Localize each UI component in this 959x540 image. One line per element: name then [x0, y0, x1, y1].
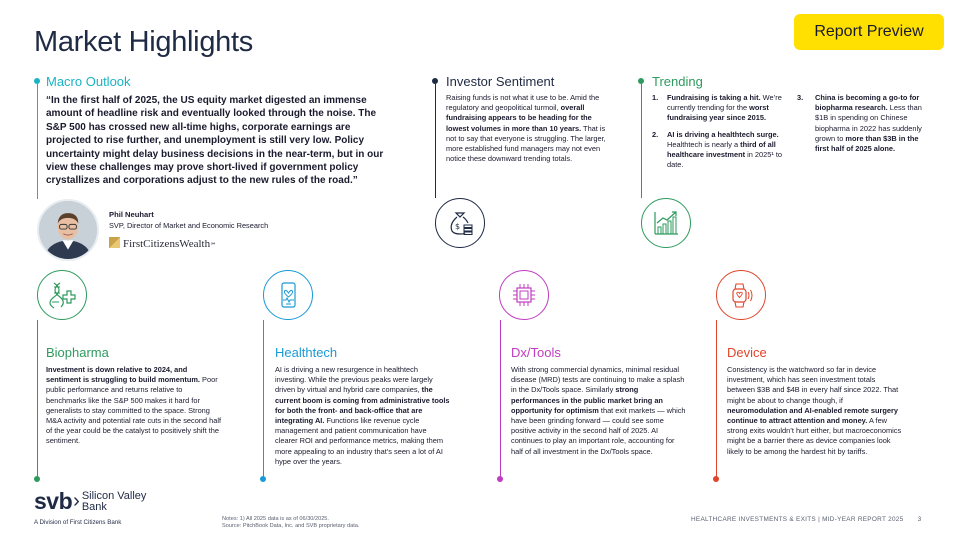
trending-item-1-bold: Fundraising is taking a hit. [667, 93, 761, 102]
device-heading: Device [727, 345, 767, 360]
bar-chart-icon [651, 208, 681, 238]
footer-report-info [691, 516, 921, 523]
biopharma-dot [34, 476, 40, 482]
trending-item-2-text: Healthtech is nearly a [667, 139, 741, 149]
trending-item-3-text: Less than $1B in spending on Chinese biopharma in 2022 has suddenly grown to [815, 103, 922, 143]
svb-name-line1: Silicon Valley [81, 489, 147, 502]
investor-heading: Investor Sentiment [446, 74, 555, 89]
money-bag-icon [445, 208, 475, 238]
person-role: SVP, Director of Market and Economic Research [109, 221, 269, 230]
trending-heading: Trending [652, 74, 703, 89]
dxtools-text-bold: strong performances in the public market bring an opportunity for optimism [511, 385, 663, 415]
svb-name-line2: Bank [81, 500, 107, 513]
fcw-mark-icon [109, 237, 120, 248]
trending-item-1-bold2: worst fundraising year since 2015. [667, 103, 769, 123]
biopharma-icon-circle [37, 270, 87, 320]
footer-note-1: Notes: 1) All 2025 data is as of 06/30/2025. [222, 516, 329, 522]
trending-icon-circle [641, 198, 691, 248]
footer-note-2: Source: PitchBook Data, Inc. and SVB proprietary data. [222, 523, 360, 530]
svb-subtitle: A Division of First Citizens Bank [34, 519, 122, 526]
trending-item-3 [797, 93, 932, 154]
trending-item-1-text: We’re currently trending for the [667, 93, 782, 113]
footer-notes [222, 516, 359, 531]
trending-num-1: 1. [652, 93, 659, 102]
healthtech-line [263, 320, 264, 478]
trending-item-3-bold: China is becoming a go-to for biopharma research. [815, 93, 920, 113]
trending-num-3: 3. [797, 93, 804, 102]
device-line [716, 320, 717, 478]
investor-text-bold: overall fundraising appears to be heading for the lowest volumes in more than 10 years. [446, 103, 592, 133]
device-dot [713, 476, 719, 482]
device-text-2: A few strong exits wouldn’t hurt either, but macroeconomics might be a barrier there as device companies look likely to be among the hardest hit by tariffs. [727, 416, 902, 456]
healthtech-text-2: Functions like revenue cycle management and patient communication have clearer ROI and performance metrics, making them more appealing to an industry that’s seen a lot of AI hype over the years. [275, 416, 443, 466]
biopharma-line [37, 320, 38, 478]
investor-icon-circle [435, 198, 485, 248]
trending-list-left [652, 93, 787, 176]
dxtools-text-1: With strong commercial dynamics, minimal residual disease (MRD) tests are continuing to make a splash in the Dx/Tools space. Similarly [511, 365, 685, 395]
trending-item-2-text2: in 2025¹ to date. [667, 150, 783, 170]
device-text-1: Consistency is the watchword so far in device investment, which has seen investment totals between $3B and $4B in every half since 2022. That might be about to change though, if [727, 365, 899, 405]
dxtools-line [500, 320, 501, 478]
trending-item-2 [652, 130, 787, 171]
fcw-logo-text: FirstCitizensWealth [123, 238, 211, 250]
report-preview-button[interactable]: Report Preview [794, 14, 944, 50]
svg-text:$: $ [455, 222, 461, 231]
page-number: 3 [917, 516, 922, 523]
trending-list-right [797, 93, 932, 160]
trending-line [641, 84, 642, 198]
investor-line [435, 84, 436, 198]
trending-item-3-bold2: more than $3B in the first half of 2025 alone. [815, 133, 919, 154]
smartphone-heart-icon [273, 280, 303, 310]
trending-num-2: 2. [652, 129, 659, 139]
dxtools-dot [497, 476, 503, 482]
healthtech-text-1: AI is driving a new resurgence in healthtech investing. While the previous peaks were largely driven by virtual and hybrid care companies, [275, 365, 433, 395]
biopharma-text-1: Poor public performance and returns relative to benchmarks like the S&P 500 makes it hard for generalists to stay committed to the space. Strong M&A activity and potential rate cuts in the second half of the year could be the catalyst to positively shift the sentiment. [46, 375, 222, 446]
dxtools-text [511, 365, 686, 457]
svb-chevron-icon: › [73, 490, 80, 512]
investor-text-1: Raising funds is not what it use to be. Amid the regulatory and geopolitical turmoil, [446, 93, 600, 113]
svb-logo [34, 488, 146, 515]
device-text [727, 365, 902, 457]
healthtech-dot [260, 476, 266, 482]
trending-item-1 [652, 93, 787, 124]
biopharma-text-bold: Investment is down relative to 2024, and sentiment is struggling to build momentum. [46, 365, 200, 385]
dna-plus-icon [47, 280, 77, 310]
healthtech-text-bold: the current boom is coming from administrative tools for both the front- and back-office that are integrating AI. [275, 385, 450, 426]
healthtech-icon-circle [263, 270, 313, 320]
macro-heading: Macro Outlook [46, 74, 131, 89]
svb-logo-name [82, 491, 147, 513]
biopharma-heading: Biopharma [46, 345, 109, 360]
device-icon-circle [716, 270, 766, 320]
microchip-icon [509, 280, 539, 310]
investor-text [446, 93, 616, 164]
healthtech-heading: Healthtech [275, 345, 338, 360]
avatar [37, 199, 99, 261]
footer-report-title: HEALTHCARE INVESTMENTS & EXITS | MID-YEAR REPORT 2025 [691, 516, 904, 523]
macro-quote: “In the first half of 2025, the US equity market digested an immense amount of headline risk and eventually looked through the noise. The S&P 500 has crossed new all-time highs, corporate earnings are projected to rise further, and unemployment is still very low. Policy uncertainty might delay business decisions in the near-term, but in our view these challenges may prove short-lived if government policy crystallizes and corporations adjust to the new rules of the road.” [46, 95, 384, 187]
dxtools-text-2: that exit markets — which have been grinding forward — could see some positive activity in the second half of 2025. AI continues to play an important role, accounting for half of all investment in the Dx/Tools space. [511, 405, 686, 456]
trending-item-2-bold: AI is driving a healthtech surge. [667, 129, 779, 139]
trending-item-2-bold2: third of all healthcare investment [667, 139, 776, 160]
biopharma-text [46, 365, 221, 447]
first-citizens-wealth-logo [109, 237, 216, 250]
dxtools-heading: Dx/Tools [511, 345, 561, 360]
dxtools-icon-circle [499, 270, 549, 320]
page-title: Market Highlights [34, 26, 253, 58]
smartwatch-icon [726, 280, 756, 310]
device-text-bold: neuromodulation and AI-enabled remote surgery continue to attract attention and money. [727, 405, 898, 426]
investor-text-2: That is not to say that everyone is struggling. The larger, more established fund managers may not even notice these downward trending totals. [446, 123, 606, 164]
healthtech-text [275, 365, 450, 467]
fcw-logo-suffix: ℠ [210, 243, 217, 249]
person-name: Phil Neuhart [109, 210, 154, 219]
svb-logo-mark: svb [34, 488, 73, 514]
macro-line [37, 84, 38, 199]
